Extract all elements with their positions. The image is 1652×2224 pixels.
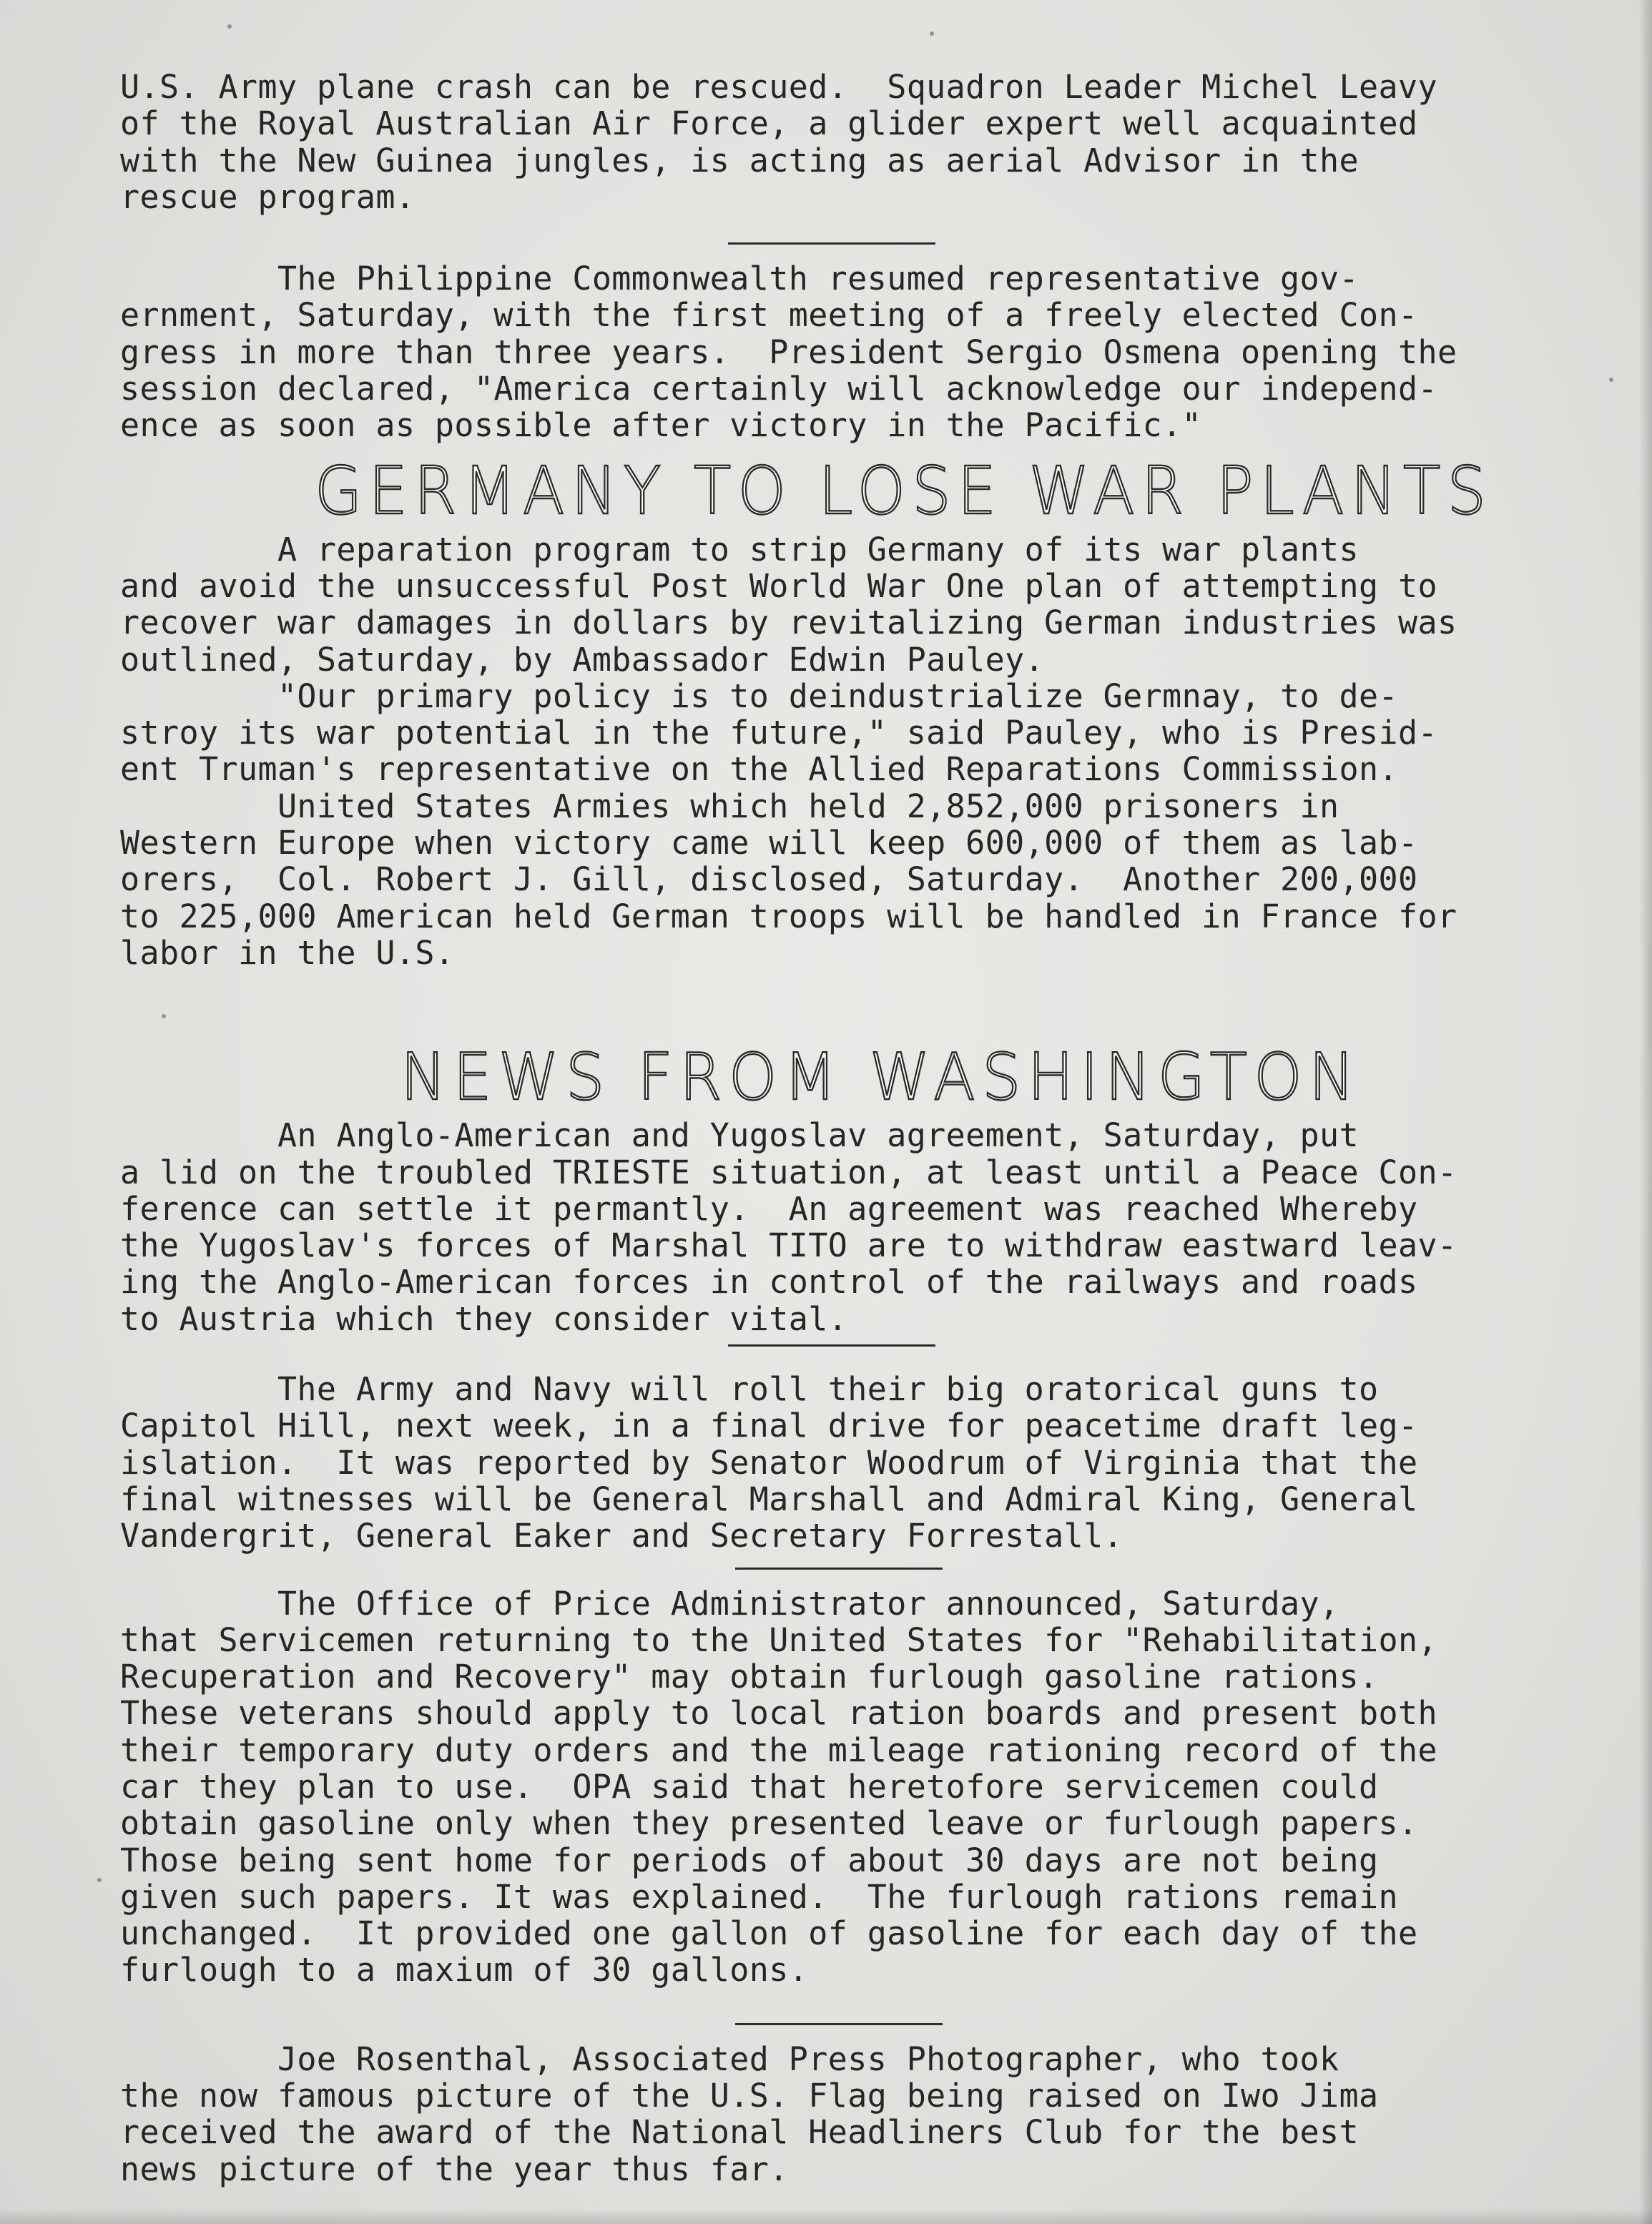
page-edge-shadow-right bbox=[1639, 0, 1652, 2224]
text-line: The Office of Price Administrator announced, Saturday, bbox=[120, 1584, 1339, 1623]
text-line: obtain gasoline only when they presented leave or furlough papers. bbox=[120, 1804, 1418, 1843]
text-line: islation. It was reported by Senator Woodrum of Virginia that the bbox=[120, 1443, 1418, 1482]
text-line: These veterans should apply to local ration boards and present both bbox=[120, 1694, 1437, 1733]
paragraph-philippine-congress bbox=[120, 260, 1601, 443]
text-line: with the New Guinea jungles, is acting as aerial Advisor in the bbox=[120, 141, 1360, 179]
section-divider bbox=[735, 1568, 943, 1570]
text-line: recover war damages in dollars by revitalizing German industries was bbox=[120, 604, 1457, 642]
text-line: U.S. Army plane crash can be rescued. Squadron Leader Michel Leavy bbox=[120, 68, 1437, 106]
headline-germany-war-plants: GERMANY TO LOSE WAR PLANTS bbox=[315, 452, 1493, 529]
text-line: unchanged. It provided one gallon of gasoline for each day of the bbox=[120, 1914, 1418, 1953]
text-line: furlough to a maxium of 30 gallons. bbox=[120, 1951, 809, 1989]
text-line: ernment, Saturday, with the first meeting of a freely elected Con- bbox=[120, 296, 1418, 335]
text-line: final witnesses will be General Marshall and Admiral King, General bbox=[120, 1480, 1418, 1518]
text-line: to 225,000 American held German troops will be handled in France for bbox=[120, 897, 1457, 935]
text-line: to Austria which they consider vital. bbox=[120, 1299, 848, 1338]
text-line: Vandergrit, General Eaker and Secretary Forrestall. bbox=[120, 1517, 1124, 1555]
page-edge-shadow-bottom bbox=[0, 2208, 1652, 2224]
paragraph-rosenthal-award bbox=[120, 2041, 1601, 2188]
text-line: stroy its war potential in the future," said Pauley, who is Presid- bbox=[120, 714, 1437, 752]
text-line: ference can settle it permantly. An agreement was reached Whereby bbox=[120, 1189, 1418, 1228]
text-line: the now famous picture of the U.S. Flag being raised on Iwo Jima bbox=[120, 2077, 1379, 2115]
text-line: ence as soon as possible after victory in the Pacific." bbox=[120, 406, 1202, 445]
text-line: An Anglo-American and Yugoslav agreement, Saturday, put bbox=[120, 1116, 1360, 1155]
paper-speck bbox=[227, 24, 232, 29]
text-line: that Servicemen returning to the United States for "Rehabilitation, bbox=[120, 1620, 1437, 1659]
text-line: given such papers. It was explained. The furlough rations remain bbox=[120, 1877, 1398, 1916]
paper-speck bbox=[97, 1878, 102, 1882]
text-line: United States Armies which held 2,852,000 prisoners in bbox=[120, 787, 1339, 825]
text-line: session declared, "America certainly will acknowledge our independ- bbox=[120, 370, 1437, 408]
paragraph-draft-legislation bbox=[120, 1371, 1601, 1554]
text-line: Recuperation and Recovery" may obtain furlough gasoline rations. bbox=[120, 1658, 1379, 1696]
section-divider bbox=[728, 1344, 935, 1347]
paper-speck bbox=[930, 31, 934, 36]
section-divider bbox=[728, 242, 935, 245]
text-line: Western Europe when victory came will keep 600,000 of them as lab- bbox=[120, 824, 1418, 862]
text-line: A reparation program to strip Germany of its war plants bbox=[120, 530, 1360, 569]
text-line: ing the Anglo-American forces in control of the railways and roads bbox=[120, 1263, 1418, 1302]
text-line: their temporary duty orders and the mileage rationing record of the bbox=[120, 1731, 1437, 1769]
text-line: outlined, Saturday, by Ambassador Edwin Pauley. bbox=[120, 640, 1045, 679]
text-line: Joe Rosenthal, Associated Press Photographer, who took bbox=[120, 2040, 1339, 2078]
paper-speck bbox=[1609, 378, 1613, 382]
text-line: car they plan to use. OPA said that heretofore servicemen could bbox=[120, 1767, 1379, 1806]
text-line: ent Truman's representative on the Allied Reparations Commission. bbox=[120, 750, 1398, 789]
text-line: The Army and Navy will roll their big oratorical guns to bbox=[120, 1370, 1379, 1409]
document-body bbox=[120, 69, 1601, 2188]
text-line: orers, Col. Robert J. Gill, disclosed, Saturday. Another 200,000 bbox=[120, 860, 1418, 899]
text-line: the Yugoslav's forces of Marshal TITO are to withdraw eastward leav- bbox=[120, 1226, 1457, 1265]
text-line: Capitol Hill, next week, in a final drive for peacetime draft leg- bbox=[120, 1407, 1418, 1445]
text-line: gress in more than three years. President Sergio Osmena opening the bbox=[120, 333, 1457, 371]
text-line: Those being sent home for periods of about 30 days are not being bbox=[120, 1841, 1379, 1879]
text-line: news picture of the year thus far. bbox=[120, 2150, 789, 2188]
paragraph-glider-rescue bbox=[120, 69, 1601, 215]
text-line: a lid on the troubled TRIESTE situation, at least until a Peace Con- bbox=[120, 1153, 1457, 1191]
section-divider bbox=[735, 2023, 943, 2025]
headline-news-from-washington: NEWS FROM WASHINGTON bbox=[400, 1040, 1362, 1116]
text-line: of the Royal Australian Air Force, a glider expert well acquainted bbox=[120, 104, 1418, 143]
text-line: rescue program. bbox=[120, 177, 416, 216]
paragraph-reparation-program bbox=[120, 531, 1601, 972]
text-line: and avoid the unsuccessful Post World War One plan of attempting to bbox=[120, 566, 1437, 605]
text-line: received the award of the National Headliners Club for the best bbox=[120, 2113, 1360, 2152]
paragraph-furlough-gasoline bbox=[120, 1585, 1601, 1989]
text-line: labor in the U.S. bbox=[120, 933, 455, 972]
paragraph-trieste-agreement bbox=[120, 1117, 1601, 1337]
text-line: The Philippine Commonwealth resumed representative gov- bbox=[120, 260, 1360, 298]
text-line: "Our primary policy is to deindustrialize Germnay, to de- bbox=[120, 676, 1398, 715]
